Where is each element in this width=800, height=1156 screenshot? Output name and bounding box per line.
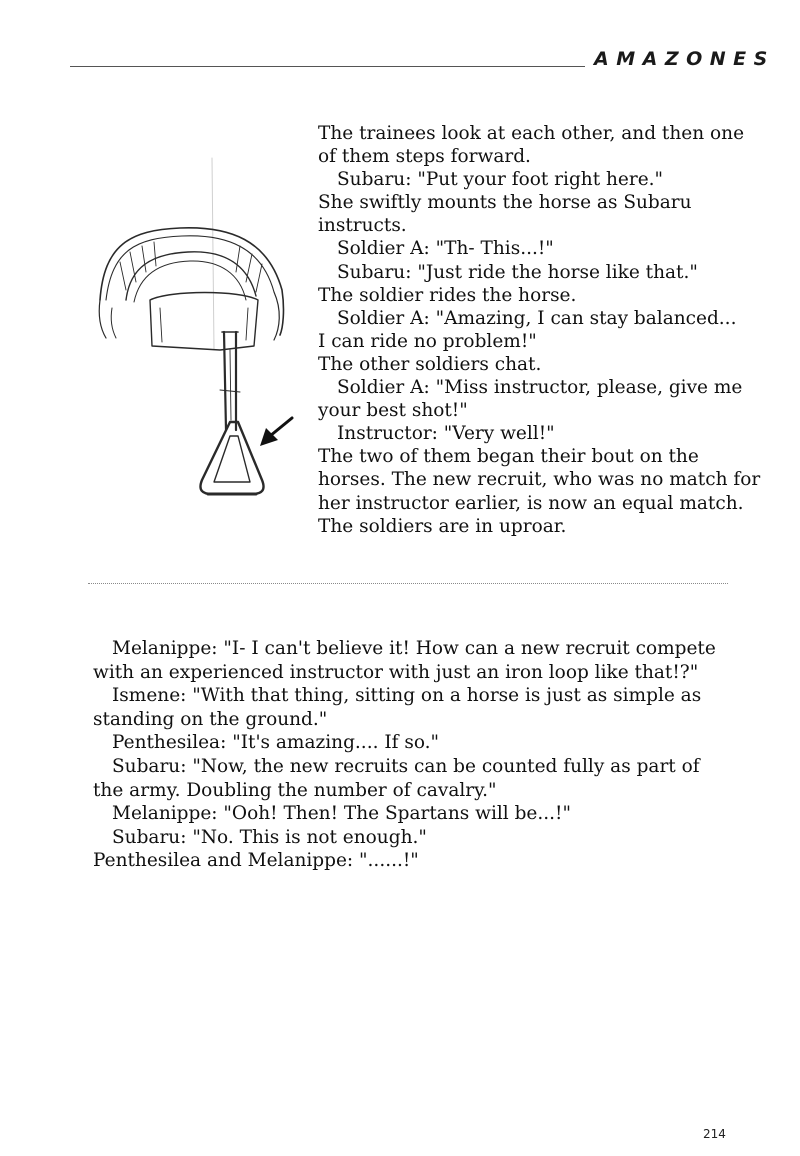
dialogue-line: Melanippe: "Ooh! Then! The Spartans will be...!" xyxy=(112,803,571,825)
running-header-title: AMAZONES xyxy=(594,48,775,70)
text-line: I can ride no problem!" xyxy=(318,330,537,352)
text-line: Soldier A: "Th- This...!" xyxy=(337,238,554,260)
text-line: instructs. xyxy=(318,215,407,237)
dialogue-line: standing on the ground." xyxy=(93,708,328,730)
text-line: The soldiers are in uproar. xyxy=(318,515,567,537)
section-separator xyxy=(88,583,728,584)
text-line: horses. The new recruit, who was no match for xyxy=(318,469,761,491)
text-line: her instructor earlier, is now an equal match. xyxy=(318,492,744,514)
scene-narrative xyxy=(318,122,768,538)
text-line: She swiftly mounts the horse as Subaru xyxy=(318,192,692,214)
text-line: The trainees look at each other, and then one xyxy=(318,123,745,144)
dialogue-line: Subaru: "No. This is not enough." xyxy=(112,826,427,848)
dialogue-line: Penthesilea: "It's amazing.... If so." xyxy=(112,732,440,754)
dialogue-line: the army. Doubling the number of cavalry." xyxy=(93,779,497,801)
saddle-stirrup-illustration xyxy=(90,150,310,520)
text-line: your best shot!" xyxy=(318,400,468,422)
text-line: Subaru: "Put your foot right here." xyxy=(337,169,664,191)
page-number: 214 xyxy=(703,1127,726,1141)
text-line: Instructor: "Very well!" xyxy=(337,423,555,445)
dialogue-line: Ismene: "With that thing, sitting on a horse is just as simple as xyxy=(112,685,702,707)
dialogue-line: Melanippe: "I- I can't believe it! How can a new recruit compete xyxy=(112,638,716,659)
pointer-arrow-icon xyxy=(260,418,292,446)
text-line: Subaru: "Just ride the horse like that." xyxy=(337,261,698,283)
text-line: of them steps forward. xyxy=(318,146,531,168)
text-line: The two of them began their bout on the xyxy=(318,446,699,468)
text-line: Soldier A: "Amazing, I can stay balanced... xyxy=(337,307,737,329)
dialogue-passage xyxy=(93,637,716,873)
dialogue-line: Penthesilea and Melanippe: "......!" xyxy=(93,850,419,872)
dialogue-line: with an experienced instructor with just an iron loop like that!?" xyxy=(93,661,699,683)
text-line: The soldier rides the horse. xyxy=(318,284,577,306)
text-line: Soldier A: "Miss instructor, please, give me xyxy=(337,377,743,399)
header-rule xyxy=(70,66,585,67)
dialogue-line: Subaru: "Now, the new recruits can be counted fully as part of xyxy=(112,755,700,777)
text-line: The other soldiers chat. xyxy=(318,353,542,375)
